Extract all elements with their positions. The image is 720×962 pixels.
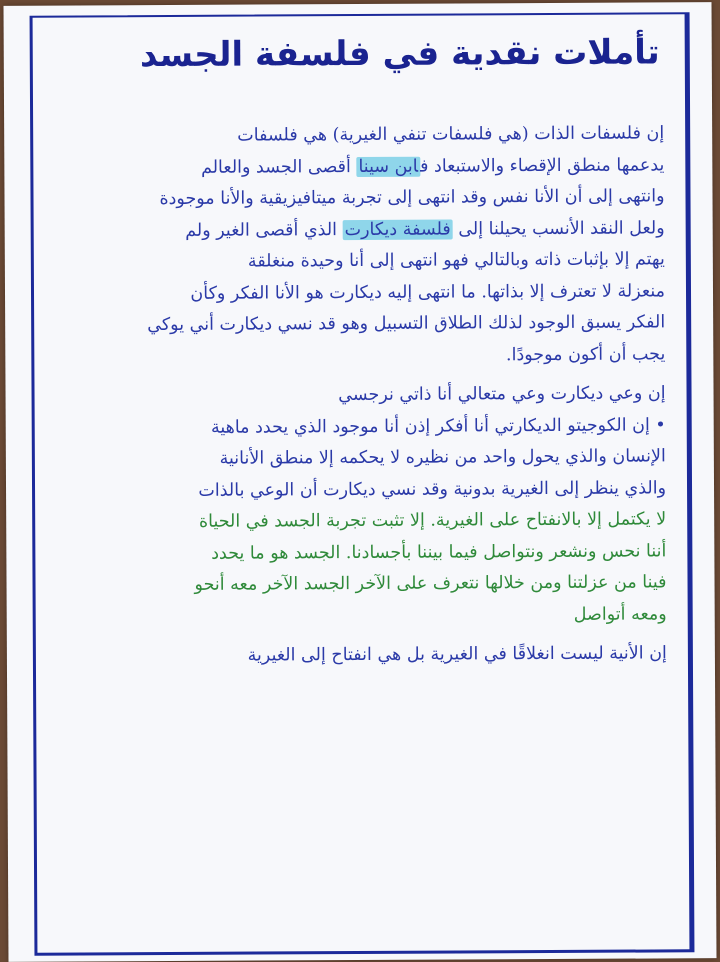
highlighted-phrase: فلسفة ديكارت (344, 219, 451, 240)
highlighted-phrase: ابن سينا (358, 156, 419, 177)
text-line: الإنسان والذي يحول واحد من نظيره لا يحكمه إلا منطق الأنانية (219, 446, 666, 469)
text-line: وانتهى إلى أن الأنا نفس وقد انتهى إلى تجربة ميتافيزيقية والأنا موجودة (159, 186, 665, 210)
text-line: فينا من عزلتنا ومن خلالها نتعرف على الآخر الجسد الآخر معه أنحو (194, 572, 667, 595)
text-line: الفكر يسبق الوجود لذلك الطلاق التسبيل وهو قد نسي ديكارت أني يوكي (147, 312, 666, 336)
text-line: إن الأنية ليست انغلاقًا في الغيرية بل هي انفتاح إلى الغيرية (247, 643, 667, 666)
text-line: ولعل النقد الأنسب يحيلنا إلى فلسفة ديكارت الذي أقصى الغير ولم (185, 217, 665, 241)
text-line: إن وعي ديكارت وعي متعالي أنا ذاتي نرجسي (338, 383, 666, 406)
text-line: يهتم إلا بإثبات ذاته وبالتالي فهو انتهى إلى أنا وحيدة منغلقة (247, 249, 665, 272)
text-line: إن فلسفات الذات (هي فلسفات تنفي الغيرية) هي فلسفات (237, 123, 665, 146)
handwritten-text-body (74, 118, 667, 673)
text-line: منعزلة لا تعترف إلا بذاتها. ما انتهى إليه ديكارت هو الأنا الفكر وكأن (190, 280, 666, 304)
text-line: والذي ينظر إلى الغيرية بدونية وقد نسي ديكارت أن الوعي بالذات (198, 477, 667, 501)
notebook-page (4, 2, 717, 962)
text-line: ومعه أتواصل (573, 603, 667, 625)
text-line: • إن الكوجيتو الديكارتي أنا أفكر إذن أنا موجود الذي يحدد ماهية (210, 414, 666, 438)
text-line: أننا نحس ونشعر ونتواصل فيما بيننا بأجسادنا. الجسد هو ما يحدد (211, 540, 667, 564)
text-line: يدعمها منطق الإقصاء والاستبعاد فابن سينا أقصى الجسد والعالم (201, 154, 665, 178)
page-title: تأملات نقدية في فلسفة الجسد (139, 32, 660, 76)
text-line: يجب أن أكون موجودًا. (505, 343, 666, 365)
text-line: لا يكتمل إلا بالانفتاح على الغيرية. إلا تثبت تجربة الجسد في الحياة (198, 509, 667, 532)
